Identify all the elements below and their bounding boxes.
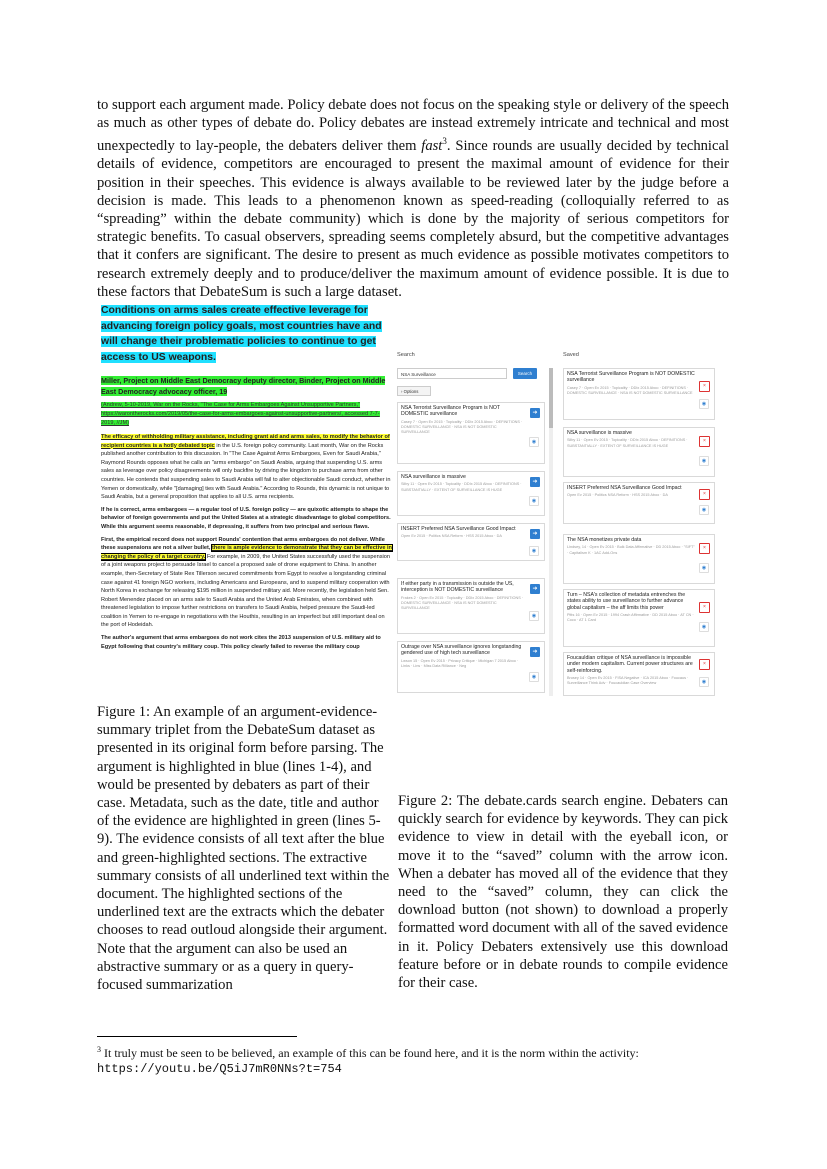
- fast-word: fast: [421, 138, 443, 155]
- evidence-para-3-boxed: there is ample evidence to demonstrate that they can be effective in changing the policy of a target country.: [101, 545, 392, 560]
- figure-1-image: [101, 303, 393, 697]
- saved-meta: Brusey 14 · Open Ev 2015 · FISA Negative · ICA 2015 Aboo · Foucaus · Surveillance Think Adv · Foucauldian Case Overview: [567, 676, 689, 686]
- saved-column-heading: Saved: [563, 352, 579, 358]
- claim-highlight: Conditions on arms sales create effective leverage for advancing foreign policy goals, most countries have and will change their problematic policies to continue to get access to US weapons.: [101, 305, 382, 363]
- saved-title: NSA Terrorist Surveillance Program is NOT DOMESTIC surveillance: [567, 371, 695, 384]
- evidence-para-1-rest: in the U.S. foreign policy community. Last month, War on the Rocks published another contribution to this discussion. In "The Case Against Arms Embargoes, Even for Saudi Arabia," Raymond Rounds opposes what he calls an "arms embargo" on Saudi Arabia, arguing that suspending U.S. arms sales as leverage over policy disagreements will only backfire by driving the kingdom to purchase arms from other countries. He contends that suspending sales to Saudi Arabia will fail to alter objectionable Saudi conduct, whether in Yemen or domestically, while "[damaging] ties with Saudi Arabia." According to Rounds, this dynamic is not unique to Saudi Arabia, but a general proposition that applies to all U.S. arms recipients.: [101, 442, 391, 501]
- saved-title: INSERT Preferred NSA Surveillance Good Impact: [567, 485, 682, 491]
- evidence-para-3-lead: First, the empirical record does not support Rounds' contention that arms embargoes do not deliver. While these suspensions are not a silver bullet,: [101, 536, 385, 552]
- footnote-text: It truly must be seen to be believed, an example of this can be found here, and it is the norm within the activity:: [101, 1046, 639, 1060]
- saved-result-card: [563, 652, 715, 696]
- view-eye-icon[interactable]: ◉: [699, 622, 709, 632]
- saved-meta: Casey 7 · Open Ev 2015 · Topicality · DDIx 2015 Aboo · DEFINITIONS · DOMESTIC SURVEILLANCE · NSA IS NOT DOMESTIC SURVEILLANCE: [567, 385, 693, 396]
- result-meta: Casey 7 · Open Ev 2015 · Topicality · DDIx 2015 Aboo · DEFINITIONS · DOMESTIC SURVEILLANCE · NSA IS NOT DOMESTIC SURVEILLANCE: [401, 419, 523, 435]
- meta-highlight: (Andrew, 5-10-2019, War on the Rocks, "The Case for Arms Embargoes Against Unsupportive Partners," https://warontherocks.com/2019/05/the-case-for-arms-embargoes-against-unsupportive-partners/, accessed 7-7-2019, //JM): [101, 402, 380, 426]
- saved-title: NSA surveillance is massive: [567, 430, 632, 436]
- saved-result-card: [563, 482, 715, 524]
- saved-result-card: [563, 427, 715, 477]
- scroll-thumb[interactable]: [549, 368, 553, 428]
- result-title: NSA surveillance is massive: [401, 474, 466, 480]
- view-eye-icon[interactable]: ◉: [699, 505, 709, 515]
- move-to-saved-arrow-icon[interactable]: ➜: [530, 529, 540, 539]
- options-label: Options: [403, 389, 419, 394]
- evidence-para-3-rest: For example, in 2009, the United States successfully used the suspension of a joint weapons project to persuade Israel to cancel a proposed sale of drone equipment to China. In another example, then-Secretary of State Rex Tillerson secured commitments from Egypt to resolve a longstanding criminal case against 41 foreign NGO workers, including Americans and Europeans, and to suspend military cooperation with North Korea in exchange for releasing $195 million in suspended military aid. More recently, the legislation held Sen. Robert Menendez placed on an arms sale to Saudi Arabia and the United Arab Emirates, when combined with threatened legislation to impose further restrictions on transfers to Saudi Arabia, helped pressure the Saudi-led coalition in Yemen to re-engage in negotiations with the Houthis, resulting in an imperfect but still important deal on the port of Hodeidah.: [101, 553, 391, 629]
- move-to-saved-arrow-icon[interactable]: ➜: [530, 408, 540, 418]
- evidence-para-3: [101, 536, 393, 631]
- footnote-rule: [97, 1036, 297, 1037]
- body-paragraph: [97, 96, 729, 301]
- argument-claim: [101, 303, 393, 365]
- footnote-ref[interactable]: 3: [442, 136, 447, 147]
- remove-x-icon[interactable]: ×: [699, 659, 710, 670]
- saved-title: Foucauldian critique of NSA surveillance is impossible under modern capitalism. Current power structures are self-reinforcing.: [567, 655, 693, 674]
- saved-result-card: [563, 589, 715, 647]
- view-eye-icon[interactable]: ◉: [529, 437, 539, 447]
- view-eye-icon[interactable]: ◉: [529, 672, 539, 682]
- citation-meta: [101, 401, 393, 428]
- remove-x-icon[interactable]: ×: [699, 381, 710, 392]
- search-result-card: [397, 641, 545, 693]
- footnote-mark: 3: [97, 1045, 101, 1054]
- view-eye-icon[interactable]: ◉: [529, 496, 539, 506]
- paragraph-text-b: . Since rounds are usually decided by technical details of evidence, competitors are encouraged to present the maximal amount of evidence for their position in their speeches. This evidence is always available to be reviewed later by the judge before a decision is made. This leads to a phenomenon known as speed-reading (colloquially referred to as “spreading” within the debate community) which is done by the majority of serious competitors for strategic benefits. To casual observers, spreading seems completely absurd, but the competitive advantages that it confers are significant. The desire to present as much evidence as possible motivates competitors to research extremely deeply and to produce/deliver the maximum amount of evidence possible. It is due to these factors that DebateSum is such a large dataset.: [97, 138, 729, 300]
- saved-meta: Silby 11 · Open Ev 2015 · Topicality · DDIx 2015 Aboo · DEFINITIONS · SUBSTANTIALLY · EXTENT OF SURVEILLANCE IS HUGE: [567, 438, 688, 448]
- footnote-url-link[interactable]: https://youtu.be/Q5iJ7mR0NNs?t=754: [97, 1062, 342, 1076]
- remove-x-icon[interactable]: ×: [699, 489, 710, 500]
- result-meta: Open Ev 2015 · Politics NSA Reform · HSS 2015 Aboo · DA: [401, 534, 502, 539]
- move-to-saved-arrow-icon[interactable]: ➜: [530, 647, 540, 657]
- figure-2-search-engine: [397, 352, 727, 697]
- result-title: INSERT Preferred NSA Surveillance Good Impact: [401, 526, 516, 532]
- evidence-para-1: [101, 433, 393, 502]
- view-eye-icon[interactable]: ◉: [699, 563, 709, 573]
- results-scrollbar[interactable]: [549, 368, 553, 696]
- saved-title: Turn – NSA's collection of metadata entrenches the states ability to use surveillance to further advance global capitalism – the aff limits this power: [567, 592, 686, 611]
- search-result-card: [397, 578, 545, 634]
- view-eye-icon[interactable]: ◉: [699, 399, 709, 409]
- search-result-card: [397, 471, 545, 516]
- search-input[interactable]: NSA Surveillance: [397, 368, 507, 379]
- evidence-para-2: If he is correct, arms embargoes — a regular tool of U.S. foreign policy — are quixotic attempts to shape the behavior of foreign governments and put the United States at a strategic disadvantage to global competitors. While this argument seems reasonable, if depressing, it suffers from two principal and serious flaws.: [101, 506, 391, 530]
- remove-x-icon[interactable]: ×: [699, 436, 710, 447]
- move-to-saved-arrow-icon[interactable]: ➜: [530, 584, 540, 594]
- result-title: If either party in a transmission is outside the US, interception is NOT DOMESTIC surveillance: [401, 581, 514, 594]
- evidence-para-4: The author's argument that arms embargoes do not work cites the 2013 suspension of U.S. military aid to Egypt following that country's military coup. This policy clearly failed to reverse the military coup: [101, 635, 381, 650]
- view-eye-icon[interactable]: ◉: [699, 677, 709, 687]
- saved-meta: Open Ev 2015 · Politics NSA Reform · HSS 2015 Aboo · DA: [567, 493, 668, 498]
- result-title: Outrage over NSA surveillance ignores longstanding gendered use of high tech surveillance: [401, 644, 522, 657]
- saved-meta: Pitts 16 · Open Ev 2015 · 1994 Crash Affirmative · DD 2015 Aboo · AT CN · Coco · AT 1 Card: [567, 613, 694, 623]
- remove-x-icon[interactable]: ×: [699, 543, 710, 554]
- chevron-icon: ›: [401, 389, 404, 394]
- view-eye-icon[interactable]: ◉: [529, 611, 539, 621]
- paragraph-text-a: to support each argument made. Policy debate does not focus on the speaking style or delivery of the speech as much as other types of debate do. Policy debates are instead extremely intricate and technical and most unexpectedly to lay-people, the debaters deliver them: [97, 97, 729, 155]
- saved-result-card: [563, 368, 715, 420]
- result-meta: Frakes 2 · Open Ev 2015 · Topicality · DDIx 2015 Aboo · DEFINITIONS · DOMESTIC SURVEILLANCE · NSA IS NOT DOMESTIC SURVEILLANCE: [401, 595, 524, 611]
- view-eye-icon[interactable]: ◉: [699, 456, 709, 466]
- evidence-para-1-lead: The efficacy of withholding military assistance, including grant aid and arms sales, to modify the behavior of recipient countries is a hotly debated topic: [101, 434, 390, 449]
- footnote: [97, 1042, 729, 1077]
- view-eye-icon[interactable]: ◉: [529, 546, 539, 556]
- citation-highlight: Miller, Project on Middle East Democracy deputy director, Binder, Project on Middle East Democracy advocacy officer, 19: [101, 376, 386, 396]
- move-to-saved-arrow-icon[interactable]: ➜: [530, 477, 540, 487]
- result-meta: Lwson 15 · Open Ev 2015 · Privacy Critique · Michigan 7 2015 Aboo · Links · Lins · Miss Data Rilliance · Neg: [401, 658, 519, 669]
- result-meta: Silby 11 · Open Ev 2015 · Topicality · DDIx 2015 Aboo · DEFINITIONS · SUBSTANTIALLY · EXTENT OF SURVEILLANCE IS HUGE: [401, 482, 522, 492]
- remove-x-icon[interactable]: ×: [699, 602, 710, 613]
- search-result-card: [397, 402, 545, 464]
- saved-title: The NSA monetizes private data: [567, 537, 642, 543]
- citation: [101, 375, 393, 397]
- result-title: NSA Terrorist Surveillance Program is NOT DOMESTIC surveillance: [401, 405, 500, 418]
- search-result-card: [397, 523, 545, 561]
- saved-result-card: [563, 534, 715, 584]
- figure-2-caption: Figure 2: The debate.cards search engine. Debaters can quickly search for evidence by keywords. They can pick evidence to view in detail with the eyeball icon, or move it to the “saved” column with the arrow icon. When a debater has moved all of the evidence that they need to the “saved” column, they can click the download button (not shown) to download a properly formatted word document with all of the saved evidence in it. Policy Debaters extensively use this download feature before or in debate rounds to compile evidence for their case.: [398, 793, 728, 992]
- search-button[interactable]: Search: [513, 368, 537, 379]
- saved-meta: Lindsey, 14 · Open Ev 2015 · Bulk Data Affirmative · DD 2015 Aboo · "SIFT" · Capitalism K · 1AC Add-Ons: [567, 545, 695, 555]
- options-toggle[interactable]: [397, 386, 431, 396]
- search-column-heading: Search: [397, 352, 415, 358]
- figure-1-caption: Figure 1: An example of an argument-evidence-summary triplet from the DebateSum dataset as presented in its original form before parsing. The argument is highlighted in blue (lines 1-4), and would be presented by debaters as part of their case. Metadata, such as the date, title and author of the evidence are highlighted in green (lines 5-9). The evidence consists of all text after the blue and green-highlighted sections. The extractive summary consists of all underlined text within the document. The highlighted sections of the underlined text are the extracts which the debater chooses to read outloud alongside their argument. Note that the argument can also be used an abstractive summary or as a query in query-focused summarization: [97, 704, 390, 994]
